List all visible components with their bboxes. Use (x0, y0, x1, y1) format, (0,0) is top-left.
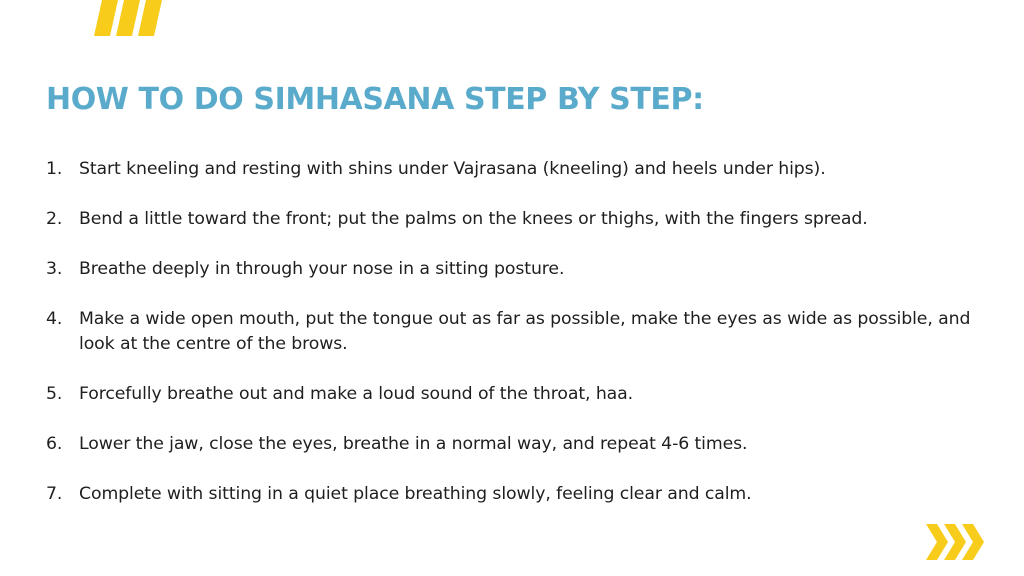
step-text: Lower the jaw, close the eyes, breathe in a normal way, and repeat 4-6 times. (79, 434, 748, 454)
step-number: 3. (46, 259, 63, 279)
steps-list (46, 157, 1006, 532)
step-number: 6. (46, 434, 63, 454)
slanted-stripes-icon (92, 0, 172, 36)
step-number: 1. (46, 159, 63, 179)
step-text: Breathe deeply in through your nose in a sitting posture. (79, 259, 565, 279)
step-text: Forcefully breathe out and make a loud sound of the throat, haa. (79, 384, 634, 404)
list-item (46, 382, 1006, 407)
list-item (46, 432, 1006, 457)
page-title: HOW TO DO SIMHASANA STEP BY STEP: (46, 82, 704, 117)
list-item (46, 307, 1006, 357)
list-item (46, 257, 1006, 282)
step-number: 4. (46, 309, 63, 329)
list-item (46, 482, 1006, 507)
step-text: Make a wide open mouth, put the tongue out as far as possible, make the eyes as wide as possible, and look at the centre of the brows. (79, 309, 971, 354)
step-text: Complete with sitting in a quiet place breathing slowly, feeling clear and calm. (79, 484, 752, 504)
chevrons-right-icon (926, 524, 984, 560)
list-item (46, 157, 1006, 182)
step-text: Start kneeling and resting with shins under Vajrasana (kneeling) and heels under hips). (79, 159, 826, 179)
step-number: 7. (46, 484, 63, 504)
step-number: 2. (46, 209, 63, 229)
step-text: Bend a little toward the front; put the palms on the knees or thighs, with the fingers spread. (79, 209, 868, 229)
step-number: 5. (46, 384, 63, 404)
list-item (46, 207, 1006, 232)
